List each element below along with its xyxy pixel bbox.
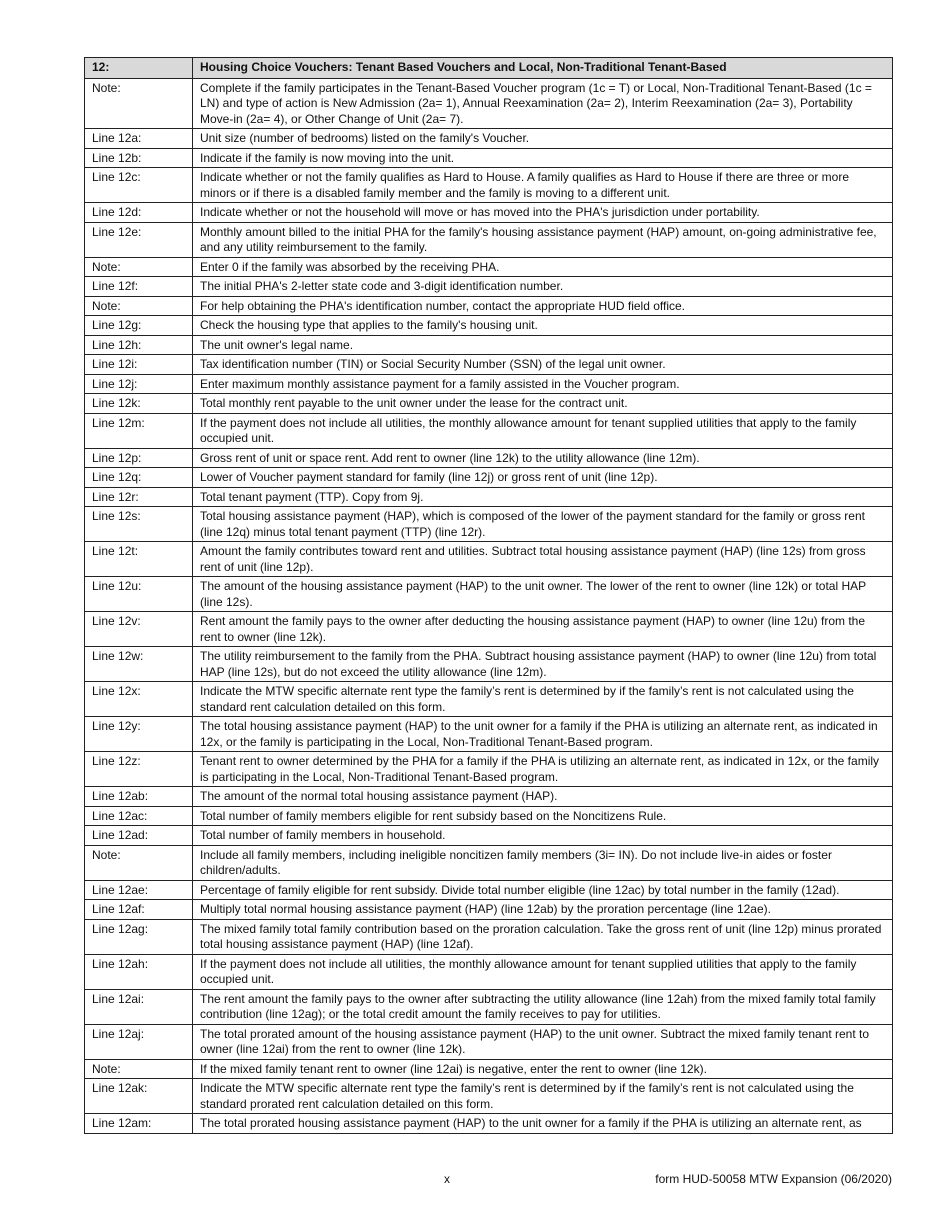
line-label: Line 12ag: <box>85 919 193 954</box>
instruction-row <box>85 1059 893 1079</box>
instructions-table-body <box>85 58 893 1134</box>
instructions-table <box>84 57 893 1134</box>
instruction-row <box>85 647 893 682</box>
instruction-row <box>85 78 893 129</box>
line-description: Include all family members, including ineligible noncitizen family members (3i= IN). Do not include live-in aides or foster children/adults. <box>193 845 893 880</box>
section-number: 12: <box>85 58 193 79</box>
instruction-row <box>85 612 893 647</box>
instruction-row <box>85 507 893 542</box>
line-description: Tax identification number (TIN) or Social Security Number (SSN) of the legal unit owner. <box>193 355 893 375</box>
instruction-row <box>85 468 893 488</box>
instruction-row <box>85 989 893 1024</box>
line-label: Line 12h: <box>85 335 193 355</box>
line-label: Line 12w: <box>85 647 193 682</box>
line-description: Tenant rent to owner determined by the PHA for a family if the PHA is utilizing an alternate rent, as indicated in 12x, or the family is participating in the Local, Non-Traditional Tenant-Based program. <box>193 752 893 787</box>
line-description: The unit owner's legal name. <box>193 335 893 355</box>
line-description: Lower of Voucher payment standard for family (line 12j) or gross rent of unit (line 12p). <box>193 468 893 488</box>
instructions-page <box>84 57 892 1134</box>
line-label: Line 12y: <box>85 717 193 752</box>
line-label: Note: <box>85 296 193 316</box>
instruction-row <box>85 394 893 414</box>
line-label: Note: <box>85 257 193 277</box>
line-label: Line 12j: <box>85 374 193 394</box>
line-description: The mixed family total family contribution based on the proration calculation. Take the gross rent of unit (line 12p) minus prorated total housing assistance payment (HAP) (line 12af). <box>193 919 893 954</box>
line-label: Line 12am: <box>85 1114 193 1134</box>
line-label: Line 12x: <box>85 682 193 717</box>
instruction-row <box>85 787 893 807</box>
line-label: Note: <box>85 1059 193 1079</box>
line-description: Indicate if the family is now moving into the unit. <box>193 148 893 168</box>
line-description: Total number of family members in household. <box>193 826 893 846</box>
instruction-row <box>85 277 893 297</box>
instruction-row <box>85 374 893 394</box>
instruction-row <box>85 316 893 336</box>
line-label: Note: <box>85 78 193 129</box>
section-title: Housing Choice Vouchers: Tenant Based Vouchers and Local, Non-Traditional Tenant-Based <box>193 58 893 79</box>
line-description: Indicate the MTW specific alternate rent type the family’s rent is determined by if the family’s rent is not calculated using the standard rent calculation detailed on this form. <box>193 682 893 717</box>
instruction-row <box>85 168 893 203</box>
instruction-row <box>85 413 893 448</box>
line-description: If the payment does not include all utilities, the monthly allowance amount for tenant supplied utilities that apply to the family occupied unit. <box>193 954 893 989</box>
page-number: x <box>444 1172 450 1186</box>
instruction-row <box>85 845 893 880</box>
instruction-row <box>85 752 893 787</box>
line-description: Check the housing type that applies to the family's housing unit. <box>193 316 893 336</box>
instruction-row <box>85 919 893 954</box>
instruction-row <box>85 257 893 277</box>
line-description: Percentage of family eligible for rent subsidy. Divide total number eligible (line 12ac) by total number in the family (12ad). <box>193 880 893 900</box>
line-label: Line 12ak: <box>85 1079 193 1114</box>
line-description: The amount of the normal total housing assistance payment (HAP). <box>193 787 893 807</box>
line-description: The utility reimbursement to the family from the PHA. Subtract housing assistance payment (HAP) to owner (line 12u) from total HAP (line 12s), but do not exceed the utility allowance (line 12m). <box>193 647 893 682</box>
line-label: Line 12ab: <box>85 787 193 807</box>
line-label: Line 12e: <box>85 222 193 257</box>
line-description: If the payment does not include all utilities, the monthly allowance amount for tenant supplied utilities that apply to the family occupied unit. <box>193 413 893 448</box>
line-description: Gross rent of unit or space rent. Add rent to owner (line 12k) to the utility allowance (line 12m). <box>193 448 893 468</box>
line-label: Line 12d: <box>85 203 193 223</box>
line-label: Line 12p: <box>85 448 193 468</box>
line-label: Note: <box>85 845 193 880</box>
line-description: The total prorated amount of the housing assistance payment (HAP) to the unit owner. Subtract the mixed family tenant rent to owner (line 12ai) from the rent to owner (line 12k). <box>193 1024 893 1059</box>
line-description: If the mixed family tenant rent to owner (line 12ai) is negative, enter the rent to owner (line 12k). <box>193 1059 893 1079</box>
line-label: Line 12af: <box>85 900 193 920</box>
line-description: Unit size (number of bedrooms) listed on the family's Voucher. <box>193 129 893 149</box>
line-label: Line 12v: <box>85 612 193 647</box>
line-label: Line 12k: <box>85 394 193 414</box>
line-description: Multiply total normal housing assistance payment (HAP) (line 12ab) by the proration percentage (line 12ae). <box>193 900 893 920</box>
instruction-row <box>85 355 893 375</box>
instruction-row <box>85 203 893 223</box>
line-label: Line 12ad: <box>85 826 193 846</box>
line-description: Complete if the family participates in the Tenant-Based Voucher program (1c = T) or Local, Non-Traditional Tenant-Based (1c = LN) and type of action is New Admission (2a= 1), Annual Reexamination (2a= 2), Interim Reexamination (2a= 3), Portability Move-in (2a= 4), or Other Change of Unit (2a= 7). <box>193 78 893 129</box>
line-description: Enter 0 if the family was absorbed by the receiving PHA. <box>193 257 893 277</box>
line-description: Monthly amount billed to the initial PHA for the family's housing assistance payment (HAP) amount, on-going administrative fee, and any utility reimbursement to the family. <box>193 222 893 257</box>
line-label: Line 12aj: <box>85 1024 193 1059</box>
line-label: Line 12ac: <box>85 806 193 826</box>
line-description: Total housing assistance payment (HAP), which is composed of the lower of the payment standard for the family or gross rent (line 12q) minus total tenant payment (TTP) (line 12r). <box>193 507 893 542</box>
line-label: Line 12u: <box>85 577 193 612</box>
line-label: Line 12b: <box>85 148 193 168</box>
line-description: Enter maximum monthly assistance payment for a family assisted in the Voucher program. <box>193 374 893 394</box>
line-label: Line 12ai: <box>85 989 193 1024</box>
line-label: Line 12g: <box>85 316 193 336</box>
line-label: Line 12r: <box>85 487 193 507</box>
line-description: Indicate the MTW specific alternate rent type the family’s rent is determined by if the family’s rent is not calculated using the standard prorated rent calculation detailed on this form. <box>193 1079 893 1114</box>
instruction-row <box>85 806 893 826</box>
line-description: The rent amount the family pays to the owner after subtracting the utility allowance (line 12ah) from the mixed family total family contribution (line 12ag); or the total credit amount the family receives to pay for utilities. <box>193 989 893 1024</box>
instruction-row <box>85 542 893 577</box>
instruction-row <box>85 296 893 316</box>
line-label: Line 12q: <box>85 468 193 488</box>
line-label: Line 12i: <box>85 355 193 375</box>
instruction-row <box>85 880 893 900</box>
line-description: The total housing assistance payment (HAP) to the unit owner for a family if the PHA is utilizing an alternate rent, as indicated in 12x, or the family is participating in the Local, Non-Traditional Tenant-Based program. <box>193 717 893 752</box>
instruction-row <box>85 487 893 507</box>
line-description: Total monthly rent payable to the unit owner under the lease for the contract unit. <box>193 394 893 414</box>
instruction-row <box>85 1024 893 1059</box>
instruction-row <box>85 448 893 468</box>
line-description: Indicate whether or not the household will move or has moved into the PHA's jurisdiction under portability. <box>193 203 893 223</box>
instruction-row <box>85 577 893 612</box>
line-description: For help obtaining the PHA's identification number, contact the appropriate HUD field office. <box>193 296 893 316</box>
line-description: Rent amount the family pays to the owner after deducting the housing assistance payment (HAP) to owner (line 12u) from the rent to owner (line 12k). <box>193 612 893 647</box>
line-label: Line 12ae: <box>85 880 193 900</box>
line-label: Line 12z: <box>85 752 193 787</box>
line-label: Line 12a: <box>85 129 193 149</box>
instruction-row <box>85 954 893 989</box>
line-description: The amount of the housing assistance payment (HAP) to the unit owner. The lower of the rent to owner (line 12k) or total HAP (line 12s). <box>193 577 893 612</box>
line-label: Line 12ah: <box>85 954 193 989</box>
instruction-row <box>85 222 893 257</box>
instruction-row <box>85 682 893 717</box>
line-label: Line 12t: <box>85 542 193 577</box>
instruction-row <box>85 148 893 168</box>
line-description: Total tenant payment (TTP). Copy from 9j. <box>193 487 893 507</box>
line-description: The initial PHA's 2-letter state code and 3-digit identification number. <box>193 277 893 297</box>
line-description: The total prorated housing assistance payment (HAP) to the unit owner for a family if the PHA is utilizing an alternate rent, as <box>193 1114 893 1134</box>
line-label: Line 12s: <box>85 507 193 542</box>
instruction-row <box>85 335 893 355</box>
form-identifier: form HUD-50058 MTW Expansion (06/2020) <box>655 1172 892 1186</box>
instruction-row <box>85 717 893 752</box>
line-description: Amount the family contributes toward rent and utilities. Subtract total housing assistance payment (HAP) (line 12s) from gross rent of unit (line 12p). <box>193 542 893 577</box>
instruction-row <box>85 900 893 920</box>
instruction-row <box>85 826 893 846</box>
instruction-row <box>85 1114 893 1134</box>
line-label: Line 12m: <box>85 413 193 448</box>
line-label: Line 12c: <box>85 168 193 203</box>
section-header-row <box>85 58 893 79</box>
instruction-row <box>85 129 893 149</box>
line-description: Total number of family members eligible for rent subsidy based on the Noncitizens Rule. <box>193 806 893 826</box>
line-description: Indicate whether or not the family qualifies as Hard to House. A family qualifies as Hard to House if there are three or more minors or if there is a disabled family member and the family is moving to a different unit. <box>193 168 893 203</box>
line-label: Line 12f: <box>85 277 193 297</box>
instruction-row <box>85 1079 893 1114</box>
